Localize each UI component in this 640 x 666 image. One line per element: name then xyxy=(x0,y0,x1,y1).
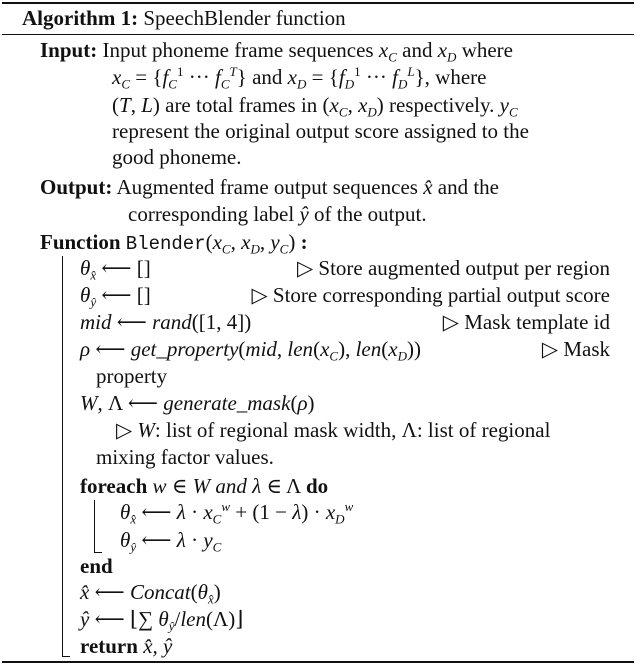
body-line-1: $\theta_{x̂}$ ⟵ [] xyxy=(80,256,151,283)
body-comment-5b: mixing factor values. xyxy=(96,445,274,469)
function-body-tick xyxy=(62,656,70,657)
loop-line-2: $\theta_ŷ$ ⟵ $\lambda \cdot y_C$ xyxy=(120,528,222,555)
function-header: Function $Blender(x_C$, $x_D$, $y_C$) : xyxy=(40,230,308,257)
do-keyword: do xyxy=(306,474,329,498)
end-keyword: end xyxy=(80,554,113,578)
output-line-1: Output: Augmented frame output sequences x̂ and the xyxy=(40,175,499,199)
output-keyword: Output: xyxy=(40,175,113,199)
output-line-2: corresponding label ŷ of the output. xyxy=(128,202,427,226)
foreach-line: foreach w ∈ W and λ ∈ Λ do xyxy=(80,474,329,498)
body-comment-1: ▷ Store augmented output per region xyxy=(297,256,610,280)
body-line-7: ŷ ⟵ ⌊∑ $\theta_ŷ/len(\Lambda)⌋$ xyxy=(80,607,244,634)
body-line-4: ρ ⟵ get_property(mid, $len(x_C)$, $len(x_D)$) xyxy=(80,337,421,364)
function-name: Blender xyxy=(125,233,206,255)
loop-line-1: $\theta_{x̂}$ ⟵ $\lambda \cdot x_C^w + (1 - \lambda) \cdot x_D^w$ xyxy=(120,499,354,527)
body-line-4-cont: property xyxy=(96,364,168,388)
input-line-2: $x_C = \{f_C^1$ ··· $f_C^T$} and $x_D = \{f_D^1$ ··· $f_D^L$}, where xyxy=(112,64,487,92)
input-line-3: (T, L) are total frames in ($x_C$, $x_D$) respectively. $y_C$ xyxy=(112,93,518,120)
body-comment-2: ▷ Store corresponding partial output score xyxy=(251,283,610,307)
body-line-6: x̂ ⟵ $Concat(\theta_{x̂})$ xyxy=(80,580,221,607)
bottom-rule xyxy=(2,661,634,663)
input-line-5: good phoneme. xyxy=(112,145,242,169)
body-comment-4: ▷ Mask xyxy=(541,337,610,361)
body-line-2: $\theta_ŷ$ ⟵ [] xyxy=(80,283,151,310)
algorithm-title: SpeechBlender function xyxy=(143,6,346,30)
input-line-4: represent the original output score assigned to the xyxy=(112,119,529,143)
header-rule xyxy=(2,34,634,35)
top-rule xyxy=(2,2,634,4)
input-line-1: Input: Input phoneme frame sequences $x_C$ and $x_D$ where xyxy=(40,38,513,65)
body-comment-5a: ▷ W: list of regional mask width, Λ: list of regional xyxy=(116,418,551,442)
algorithm-label: Algorithm 1: xyxy=(22,6,139,30)
body-line-3: mid ⟵ rand([1, 4]) xyxy=(80,310,252,334)
body-line-5: W, Λ ⟵ generate_mask(ρ) xyxy=(80,391,315,415)
input-keyword: Input: xyxy=(40,38,98,62)
foreach-keyword: foreach xyxy=(80,474,148,498)
return-keyword: return xyxy=(80,634,138,658)
function-body-bar xyxy=(62,256,63,656)
algorithm-header xyxy=(22,5,346,31)
function-keyword: Function xyxy=(40,230,121,254)
return-values: x̂, ŷ xyxy=(143,634,173,658)
body-comment-3: ▷ Mask template id xyxy=(442,310,610,334)
loop-body-bar xyxy=(94,500,95,552)
return-line xyxy=(80,633,172,659)
